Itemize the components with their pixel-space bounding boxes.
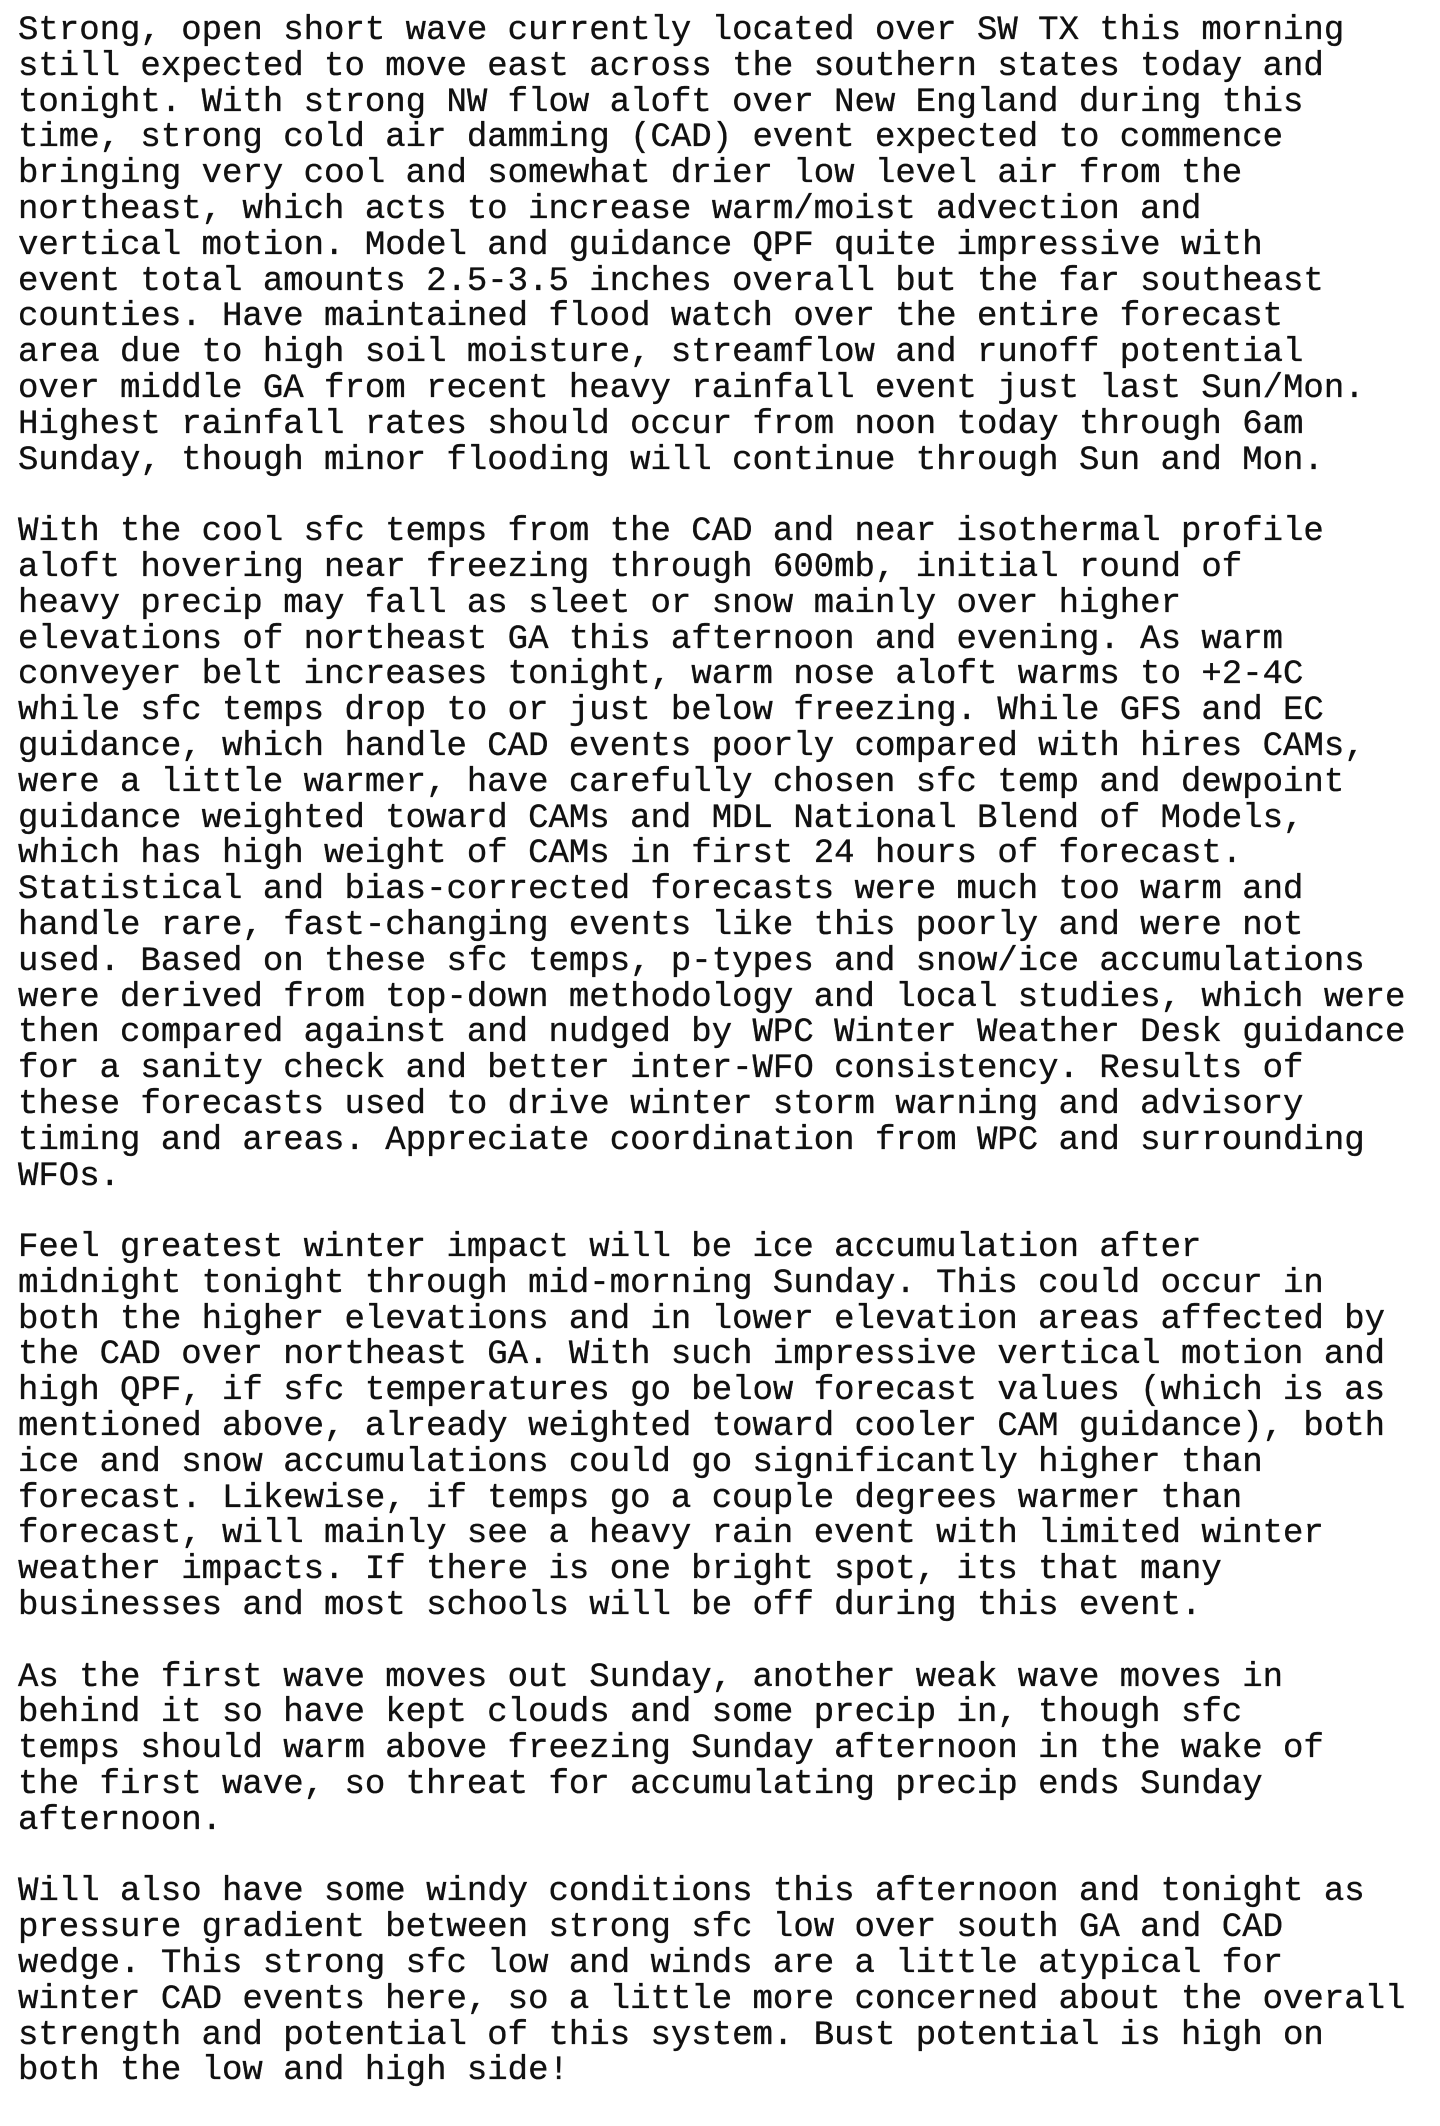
text-line: northeast, which acts to increase warm/moist advection and — [18, 190, 1202, 229]
text-line: As the first wave moves out Sunday, another weak wave moves in — [18, 1658, 1284, 1697]
text-line: counties. Have maintained flood watch over the entire forecast — [18, 298, 1284, 337]
text-line: then compared against and nudged by WPC Winter Weather Desk guidance — [18, 1014, 1406, 1053]
text-line: used. Based on these sfc temps, p-types and snow/ice accumulations — [18, 942, 1365, 981]
text-line: timing and areas. Appreciate coordination from WPC and surrounding — [18, 1121, 1365, 1160]
text-line: both the higher elevations and in lower elevation areas affected by — [18, 1300, 1386, 1339]
text-line: the first wave, so threat for accumulating precip ends Sunday — [18, 1766, 1263, 1805]
text-line: strength and potential of this system. Bust potential is high on — [18, 2016, 1324, 2055]
text-line: aloft hovering near freezing through 600mb, initial round of — [18, 548, 1243, 587]
text-line: guidance weighted toward CAMs and MDL National Blend of Models, — [18, 799, 1304, 838]
text-line: over middle GA from recent heavy rainfall event just last Sun/Mon. — [18, 369, 1365, 408]
text-line: conveyer belt increases tonight, warm nose aloft warms to +2-4C — [18, 656, 1304, 695]
text-line: both the low and high side! — [18, 2052, 569, 2091]
text-line: for a sanity check and better inter-WFO consistency. Results of — [18, 1050, 1304, 1089]
text-line: tonight. With strong NW flow aloft over New England during this — [18, 83, 1304, 122]
text-line: forecast, will mainly see a heavy rain event with limited winter — [18, 1515, 1324, 1554]
text-line: heavy precip may fall as sleet or snow mainly over higher — [18, 584, 1181, 623]
paragraph-winter-precip-methodology — [18, 515, 1428, 1195]
text-line: mentioned above, already weighted toward cooler CAM guidance), both — [18, 1408, 1386, 1447]
text-line: midnight tonight through mid-morning Sunday. This could occur in — [18, 1264, 1324, 1303]
text-line: weather impacts. If there is one bright spot, its that many — [18, 1551, 1222, 1590]
paragraph-second-wave — [18, 1658, 1428, 1840]
text-line: temps should warm above freezing Sunday afternoon in the wake of — [18, 1730, 1324, 1769]
text-line: Will also have some windy conditions this afternoon and tonight as — [18, 1873, 1365, 1912]
text-line: winter CAD events here, so a little more concerned about the overall — [18, 1980, 1406, 2019]
text-line: Sunday, though minor flooding will continue through Sun and Mon. — [18, 441, 1324, 480]
text-line: the CAD over northeast GA. With such impressive vertical motion and — [18, 1336, 1386, 1375]
text-line: wedge. This strong sfc low and winds are a little atypical for — [18, 1945, 1284, 1984]
text-line: were derived from top-down methodology and local studies, which were — [18, 978, 1406, 1017]
text-line: time, strong cold air damming (CAD) event expected to commence — [18, 119, 1284, 158]
text-line: Feel greatest winter impact will be ice accumulation after — [18, 1229, 1202, 1268]
forecast-discussion-text — [18, 14, 1428, 2126]
text-line: WFOs. — [18, 1157, 121, 1196]
text-line: still expected to move east across the southern states today and — [18, 47, 1324, 86]
text-line: bringing very cool and somewhat drier low level air from the — [18, 155, 1243, 194]
text-line: vertical motion. Model and guidance QPF quite impressive with — [18, 226, 1263, 265]
text-line: ice and snow accumulations could go significantly higher than — [18, 1443, 1263, 1482]
text-line: high QPF, if sfc temperatures go below forecast values (which is as — [18, 1372, 1386, 1411]
text-line: elevations of northeast GA this afternoon and evening. As warm — [18, 620, 1284, 659]
text-line: event total amounts 2.5-3.5 inches overall but the far southeast — [18, 262, 1324, 301]
text-line: pressure gradient between strong sfc low over south GA and CAD — [18, 1909, 1284, 1948]
text-line: Highest rainfall rates should occur from noon today through 6am — [18, 405, 1304, 444]
text-line: forecast. Likewise, if temps go a couple degrees warmer than — [18, 1479, 1243, 1518]
paragraph-wind-conditions — [18, 1875, 1428, 2090]
text-line: Strong, open short wave currently located over SW TX this morning — [18, 12, 1345, 50]
text-line: With the cool sfc temps from the CAD and near isothermal profile — [18, 513, 1324, 552]
paragraph-ice-impact — [18, 1231, 1428, 1625]
text-line: Statistical and bias-corrected forecasts were much too warm and — [18, 871, 1304, 910]
text-line: were a little warmer, have carefully chosen sfc temp and dewpoint — [18, 763, 1345, 802]
text-line: businesses and most schools will be off during this event. — [18, 1587, 1202, 1626]
text-line: behind it so have kept clouds and some precip in, though sfc — [18, 1694, 1243, 1733]
text-line: guidance, which handle CAD events poorly compared with hires CAMs, — [18, 727, 1365, 766]
paragraph-synoptic-overview — [18, 14, 1428, 479]
text-line: afternoon. — [18, 1801, 223, 1840]
text-line: area due to high soil moisture, streamflow and runoff potential — [18, 334, 1304, 373]
text-line: which has high weight of CAMs in first 24 hours of forecast. — [18, 835, 1243, 874]
text-line: handle rare, fast-changing events like this poorly and were not — [18, 906, 1304, 945]
text-line: while sfc temps drop to or just below freezing. While GFS and EC — [18, 692, 1324, 731]
text-line: these forecasts used to drive winter storm warning and advisory — [18, 1085, 1304, 1124]
